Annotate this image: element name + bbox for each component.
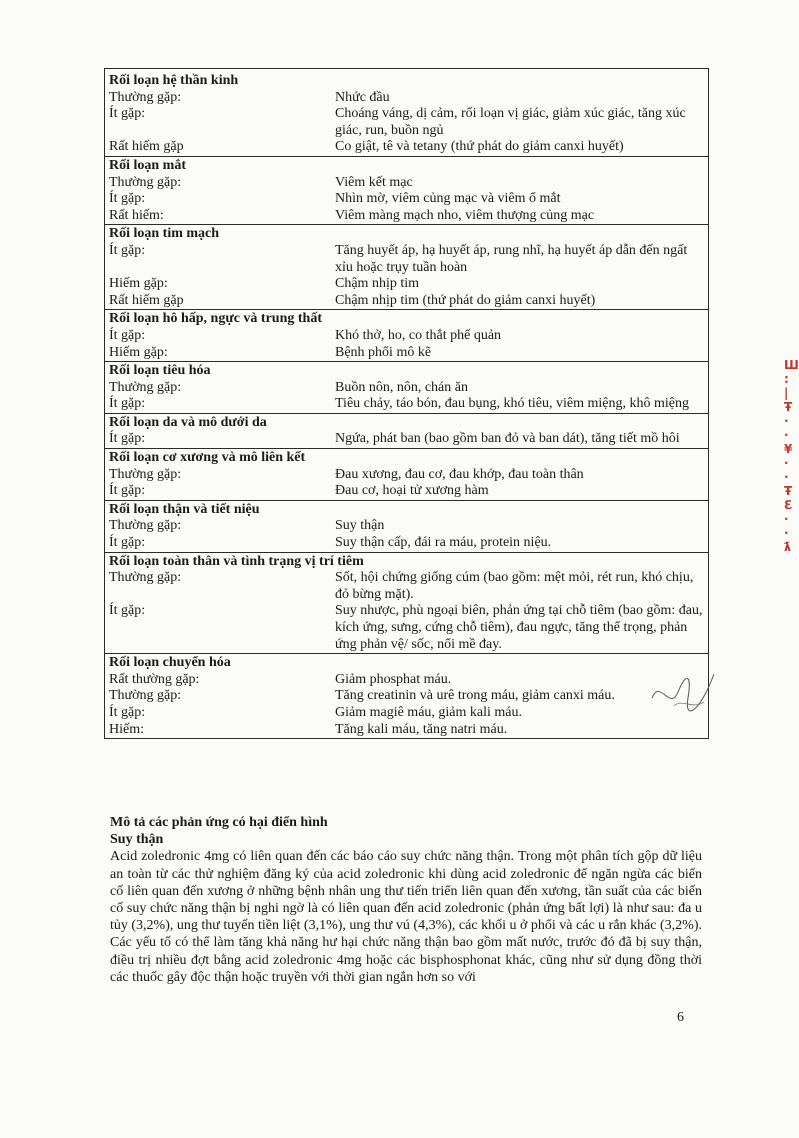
table-row bbox=[105, 208, 709, 225]
table-row bbox=[105, 106, 709, 139]
red-stamp-mark: Ш : | Ŧ · · ¥ · · Ŧ ℇ · · ƛ bbox=[784, 358, 799, 554]
frequency-cell: Rất hiếm gặp bbox=[109, 292, 184, 308]
frequency-cell: Ít gặp: bbox=[109, 535, 146, 551]
frequency-cell: Rất hiếm: bbox=[109, 207, 164, 223]
table-row bbox=[105, 603, 709, 653]
frequency-cell: Hiếm: bbox=[109, 721, 144, 737]
effect-cell: Choáng váng, dị cảm, rối loạn vị giác, giảm xúc giác, tăng xúc giác, run, buồn ngủ bbox=[335, 106, 686, 138]
typical-reactions-section bbox=[110, 814, 702, 986]
frequency-cell: Ít gặp: bbox=[109, 483, 146, 499]
group-header-row bbox=[105, 413, 709, 431]
frequency-cell: Thường gặp: bbox=[109, 466, 182, 482]
group-title: Rối loạn hệ thần kinh bbox=[109, 73, 239, 88]
group-title: Rối loạn da và mô dưới da bbox=[105, 413, 709, 431]
table-row bbox=[105, 467, 709, 484]
table-row bbox=[105, 672, 709, 689]
table-row bbox=[105, 705, 709, 722]
effect-cell: Sốt, hội chứng giống cúm (bao gồm: mệt mỏi, rét run, khó chịu, đỏ bừng mặt). bbox=[335, 570, 694, 602]
table-row bbox=[105, 431, 709, 448]
group-title: Rối loạn toàn thân và tình trạng vị trí tiêm bbox=[105, 552, 709, 570]
frequency-cell: Thường gặp: bbox=[109, 688, 182, 704]
frequency-cell: Ít gặp: bbox=[109, 603, 146, 619]
frequency-cell: Thường gặp: bbox=[109, 174, 182, 190]
table-row bbox=[105, 345, 709, 362]
group-title: Rối loạn thận và tiết niệu bbox=[105, 500, 709, 518]
table-row bbox=[105, 276, 709, 293]
effect-cell: Đau xương, đau cơ, đau khớp, đau toàn thân bbox=[335, 466, 584, 482]
effect-cell: Co giật, tê và tetany (thứ phát do giảm canxi huyết) bbox=[335, 139, 624, 155]
group-title: Rối loạn chuyển hóa bbox=[105, 654, 709, 672]
table-row bbox=[105, 293, 709, 310]
group-header-row bbox=[105, 362, 709, 380]
group-header-row bbox=[105, 500, 709, 518]
frequency-cell: Thường gặp: bbox=[109, 379, 182, 395]
table-row bbox=[105, 243, 709, 276]
effect-cell: Tăng kali máu, tăng natri máu. bbox=[335, 721, 508, 737]
adverse-effects-table bbox=[104, 68, 709, 739]
frequency-cell: Ít gặp: bbox=[109, 106, 146, 122]
effect-cell: Nhức đầu bbox=[335, 89, 390, 105]
effect-cell: Tiêu chảy, táo bón, đau bụng, khó tiêu, viêm miệng, khô miệng bbox=[335, 396, 689, 412]
frequency-cell: Thường gặp: bbox=[109, 570, 182, 586]
table-row bbox=[105, 328, 709, 345]
group-header-row bbox=[105, 310, 709, 328]
effect-cell: Suy thận cấp, đái ra máu, protein niệu. bbox=[335, 535, 552, 551]
frequency-cell: Rất thường gặp: bbox=[109, 671, 200, 687]
table-row bbox=[105, 191, 709, 208]
frequency-cell: Ít gặp: bbox=[109, 396, 146, 412]
effect-cell: Đau cơ, hoại tử xương hàm bbox=[335, 483, 489, 499]
frequency-cell: Thường gặp: bbox=[109, 518, 182, 534]
group-header-row bbox=[105, 654, 709, 672]
table-row bbox=[105, 518, 709, 535]
table-row bbox=[105, 396, 709, 413]
frequency-cell: Ít gặp: bbox=[109, 327, 146, 343]
section-paragraph: Acid zoledronic 4mg có liên quan đến các báo cáo suy chức năng thận. Trong một phân tích gộp dữ liệu an toàn từ các thử nghiệm đăng ký của acid zoledronic khi dùng acid zoledronic để ngăn ngừa các biến cố liên quan đến xương ở những bệnh nhân ung thư tiến triển liên quan đến xương, tần suất của các biến cố suy chức năng thận bị nghi ngờ là có liên quan đến acid zoledronic (phản ứng bất lợi) là như sau: đa u tủy (3,2%), ung thư tuyến tiền liệt (3,1%), ung thư vú (4,3%), các khối u ở phổi và các u rắn khác (3,2%). Các yếu tố có thể làm tăng khả năng hư hại chức năng thận bao gồm mất nước, trước đó đã bị suy thận, điều trị nhiều đợt bằng acid zoledronic 4mg hoặc các bisphosphonat khác, cũng như sử dụng đồng thời các thuốc gây độc thận hoặc truyền với thời gian ngắn hơn so với bbox=[110, 849, 702, 985]
group-header-row bbox=[105, 156, 709, 174]
effect-cell: Suy thận bbox=[335, 518, 385, 534]
effect-cell: Nhìn mờ, viêm củng mạc và viêm ổ mắt bbox=[335, 191, 561, 207]
effect-cell: Buồn nôn, nôn, chán ăn bbox=[335, 379, 468, 395]
effect-cell: Chậm nhịp tim (thứ phát do giảm canxi huyết) bbox=[335, 292, 596, 308]
adverse-effects-table-body bbox=[105, 69, 709, 739]
page-number: 6 bbox=[677, 1010, 684, 1025]
group-title: Rối loạn mắt bbox=[105, 156, 709, 174]
group-header-row bbox=[105, 449, 709, 467]
table-row bbox=[105, 688, 709, 705]
effect-cell: Giảm magiê máu, giảm kali máu. bbox=[335, 704, 523, 720]
effect-cell: Viêm màng mạch nho, viêm thượng củng mạc bbox=[335, 207, 595, 223]
group-header-row bbox=[105, 69, 709, 90]
group-header-row bbox=[105, 552, 709, 570]
frequency-cell: Ít gặp: bbox=[109, 242, 146, 258]
table-row bbox=[105, 90, 709, 107]
frequency-cell: Hiếm gặp: bbox=[109, 276, 168, 292]
group-title: Rối loạn tiêu hóa bbox=[105, 362, 709, 380]
frequency-cell: Ít gặp: bbox=[109, 704, 146, 720]
frequency-cell: Rất hiếm gặp bbox=[109, 139, 184, 155]
effect-cell: Ngứa, phát ban (bao gồm ban đỏ và ban dát), tăng tiết mồ hôi bbox=[335, 431, 680, 447]
effect-cell: Viêm kết mạc bbox=[335, 174, 413, 190]
effect-cell: Giảm phosphat máu. bbox=[335, 671, 452, 687]
frequency-cell: Hiếm gặp: bbox=[109, 344, 168, 360]
table-row bbox=[105, 380, 709, 397]
effect-cell: Khó thở, ho, co thắt phế quản bbox=[335, 327, 502, 343]
handwritten-signature-icon bbox=[648, 668, 718, 718]
group-title: Rối loạn tim mạch bbox=[105, 225, 709, 243]
frequency-cell: Ít gặp: bbox=[109, 431, 146, 447]
effect-cell: Chậm nhịp tim bbox=[335, 276, 419, 292]
frequency-cell: Ít gặp: bbox=[109, 191, 146, 207]
effect-cell: Tăng huyết áp, hạ huyết áp, rung nhĩ, hạ huyết áp dẫn đến ngất xỉu hoặc trụy tuần hoàn bbox=[335, 242, 688, 275]
group-title: Rối loạn cơ xương và mô liên kết bbox=[105, 449, 709, 467]
effect-cell: Suy nhược, phù ngoại biên, phản ứng tại chỗ tiêm (bao gồm: đau, kích ứng, sưng, cứng chỗ tiêm), đau ngực, tăng thể trọng, phản ứng phản vệ/ sốc, nổi mề đay. bbox=[335, 603, 703, 652]
effect-cell: Bệnh phổi mô kẽ bbox=[335, 344, 432, 360]
table-row bbox=[105, 535, 709, 552]
table-row bbox=[105, 139, 709, 156]
group-title: Rối loạn hô hấp, ngực và trung thất bbox=[105, 310, 709, 328]
table-row bbox=[105, 483, 709, 500]
table-row bbox=[105, 570, 709, 603]
section-heading: Mô tả các phản ứng có hại điển hình bbox=[110, 815, 328, 830]
section-subheading: Suy thận bbox=[110, 832, 164, 848]
table-row bbox=[105, 175, 709, 192]
effect-cell: Tăng creatinin và urê trong máu, giảm canxi máu. bbox=[335, 688, 615, 704]
table-row bbox=[105, 722, 709, 739]
group-header-row bbox=[105, 225, 709, 243]
frequency-cell: Thường gặp: bbox=[109, 89, 182, 105]
